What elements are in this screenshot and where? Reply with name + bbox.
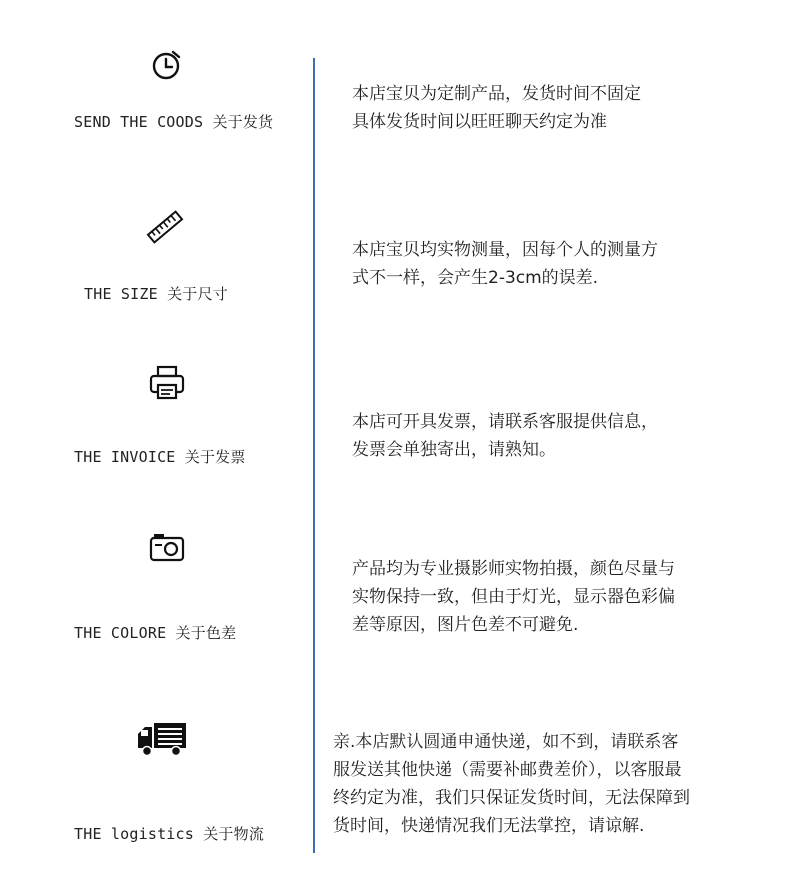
desc-line: 本店宝贝均实物测量，因每个人的测量方	[352, 240, 658, 260]
delivery-truck-icon	[136, 720, 190, 758]
section-desc-send-goods	[352, 80, 641, 136]
desc-line: 式不一样，会产生2-3cm的误差.	[352, 268, 599, 288]
section-desc-color	[352, 555, 675, 639]
ruler-icon	[144, 206, 186, 248]
desc-line: 终约定为准，我们只保证发货时间，无法保障到	[333, 788, 690, 808]
desc-line: 发票会单独寄出，请熟知。	[352, 440, 556, 460]
desc-line: 差等原因，图片色差不可避免.	[352, 615, 579, 635]
desc-line: 实物保持一致，但由于灯光，显示器色彩偏	[352, 587, 675, 607]
section-label-invoice: THE INVOICE 关于发票	[74, 448, 246, 466]
alarm-clock-icon	[150, 48, 184, 82]
section-desc-size	[352, 236, 658, 292]
section-label-logistics: THE logistics 关于物流	[74, 825, 265, 843]
vertical-divider	[313, 58, 315, 853]
section-desc-invoice	[352, 408, 658, 464]
desc-line: 亲.本店默认圆通申通快递，如不到，请联系客	[333, 732, 679, 752]
camera-icon	[148, 532, 186, 564]
desc-line: 产品均为专业摄影师实物拍摄，颜色尽量与	[352, 559, 675, 579]
section-label-color: THE COLORE 关于色差	[74, 624, 237, 642]
section-desc-logistics	[333, 728, 690, 840]
printer-icon	[148, 364, 186, 402]
section-label-size: THE SIZE 关于尺寸	[84, 285, 228, 303]
desc-line: 服发送其他快递（需要补邮费差价），以客服最	[333, 760, 682, 780]
desc-line: 本店宝贝为定制产品，发货时间不固定	[352, 84, 641, 104]
section-label-send-goods: SEND THE COODS 关于发货	[74, 113, 274, 131]
desc-line: 货时间，快递情况我们无法掌控，请谅解.	[333, 816, 645, 836]
desc-line: 本店可开具发票，请联系客服提供信息，	[352, 412, 658, 432]
desc-line: 具体发货时间以旺旺聊天约定为准	[352, 112, 607, 132]
